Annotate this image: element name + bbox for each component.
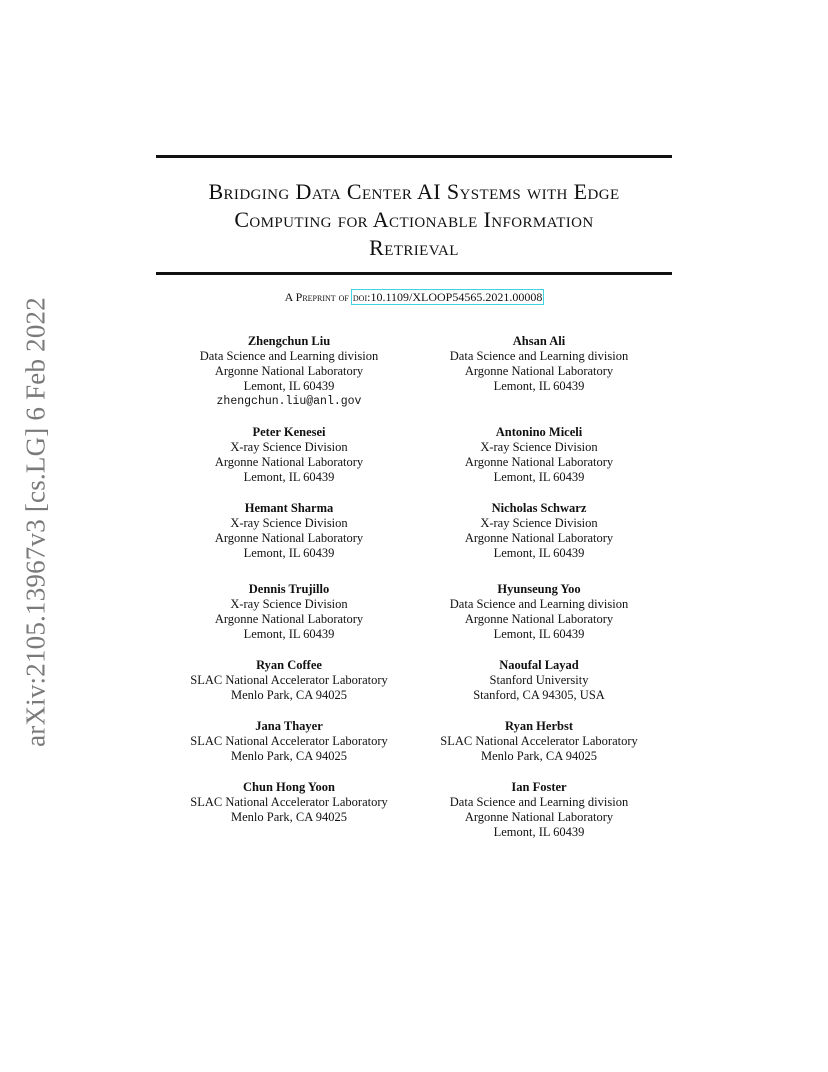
author-affiliation-line: X-ray Science Division — [480, 516, 598, 530]
author-affiliation-line: SLAC National Accelerator Laboratory — [190, 795, 388, 809]
author-affiliation-line: Lemont, IL 60439 — [243, 627, 335, 641]
author-name: Ian Foster — [511, 780, 567, 794]
author-affiliation-line: SLAC National Accelerator Laboratory — [440, 734, 638, 748]
author-row — [164, 582, 664, 642]
author-affiliation-line: Data Science and Learning division — [449, 349, 629, 363]
author-affiliation-line: X-ray Science Division — [230, 597, 348, 611]
author-affiliation-line: Argonne National Laboratory — [214, 612, 364, 626]
author-affiliation-line: Lemont, IL 60439 — [493, 627, 585, 641]
author-name: Jana Thayer — [255, 719, 323, 733]
author-affiliation-line: Lemont, IL 60439 — [243, 546, 335, 560]
author-affiliation-line: Argonne National Laboratory — [214, 455, 364, 469]
title-bottom-rule — [156, 272, 672, 275]
author-name: Ryan Coffee — [256, 658, 322, 672]
author-name: Ryan Herbst — [505, 719, 573, 733]
title-line: Retrieval — [369, 235, 459, 260]
author-row — [164, 501, 664, 561]
author-affiliation-line: Menlo Park, CA 94025 — [231, 749, 347, 763]
arxiv-sidebar-stamp: arXiv:2105.13967v3 [cs.LG] 6 Feb 2022 — [20, 297, 51, 747]
author-affiliation-line: Menlo Park, CA 94025 — [481, 749, 597, 763]
preprint-label: A Preprint of — [284, 290, 352, 304]
author-affiliation-line: Argonne National Laboratory — [214, 364, 364, 378]
author-affiliation-line: Lemont, IL 60439 — [493, 379, 585, 393]
author-name: Hemant Sharma — [244, 501, 334, 515]
author-affiliation-line: Lemont, IL 60439 — [243, 379, 335, 393]
author-block — [164, 582, 414, 642]
author-affiliation-line: Stanford University — [489, 673, 589, 687]
author-affiliation-line: Data Science and Learning division — [449, 597, 629, 611]
author-block — [414, 501, 664, 561]
author-affiliation-line: X-ray Science Division — [230, 440, 348, 454]
author-block — [164, 780, 414, 840]
author-affiliation-line: Argonne National Laboratory — [464, 455, 614, 469]
title-top-rule — [156, 155, 672, 158]
author-block — [164, 719, 414, 764]
author-block — [164, 658, 414, 703]
author-name: Naoufal Layad — [499, 658, 579, 672]
author-affiliation-line: Stanford, CA 94305, USA — [473, 688, 605, 702]
author-affiliation-line: Argonne National Laboratory — [464, 364, 614, 378]
author-name: Peter Kenesei — [252, 425, 326, 439]
author-affiliation-line: Argonne National Laboratory — [214, 531, 364, 545]
author-row — [164, 719, 664, 764]
author-affiliation-line: SLAC National Accelerator Laboratory — [190, 673, 388, 687]
author-name: Antonino Miceli — [495, 425, 583, 439]
author-name: Hyunseung Yoo — [497, 582, 581, 596]
author-block — [414, 334, 664, 409]
author-affiliation-line: Argonne National Laboratory — [464, 612, 614, 626]
author-name: Chun Hong Yoon — [243, 780, 335, 794]
author-name: Ahsan Ali — [512, 334, 566, 348]
author-row — [164, 780, 664, 840]
author-affiliation-line: Menlo Park, CA 94025 — [231, 810, 347, 824]
author-affiliation-line: Data Science and Learning division — [449, 795, 629, 809]
author-affiliation-line: X-ray Science Division — [480, 440, 598, 454]
title-line: Bridging Data Center AI Systems with Edge — [208, 179, 620, 204]
author-list — [164, 334, 664, 856]
author-block — [414, 658, 664, 703]
author-affiliation-line: Lemont, IL 60439 — [493, 546, 585, 560]
author-affiliation-line: Argonne National Laboratory — [464, 810, 614, 824]
author-email[interactable]: zhengchun.liu@anl.gov — [216, 395, 362, 408]
author-name: Nicholas Schwarz — [491, 501, 587, 515]
author-block — [414, 582, 664, 642]
author-affiliation-line: Menlo Park, CA 94025 — [231, 688, 347, 702]
author-block — [164, 425, 414, 485]
author-block — [164, 334, 414, 409]
preprint-notice — [156, 290, 672, 305]
author-affiliation-line: X-ray Science Division — [230, 516, 348, 530]
author-affiliation-line: Data Science and Learning division — [199, 349, 379, 363]
author-block — [414, 719, 664, 764]
author-affiliation-line: Argonne National Laboratory — [464, 531, 614, 545]
doi-link[interactable]: doi:10.1109/XLOOP54565.2021.00008 — [352, 290, 543, 304]
author-block — [164, 501, 414, 561]
title-line: Computing for Actionable Information — [234, 207, 594, 232]
paper-title — [156, 178, 672, 262]
author-block — [414, 780, 664, 840]
author-row — [164, 334, 664, 409]
author-affiliation-line: Lemont, IL 60439 — [493, 470, 585, 484]
author-affiliation-line: Lemont, IL 60439 — [243, 470, 335, 484]
author-block — [414, 425, 664, 485]
author-name: Zhengchun Liu — [247, 334, 331, 348]
author-affiliation-line: SLAC National Accelerator Laboratory — [190, 734, 388, 748]
author-name: Dennis Trujillo — [248, 582, 330, 596]
author-affiliation-line: Lemont, IL 60439 — [493, 825, 585, 839]
author-row — [164, 425, 664, 485]
author-row — [164, 658, 664, 703]
